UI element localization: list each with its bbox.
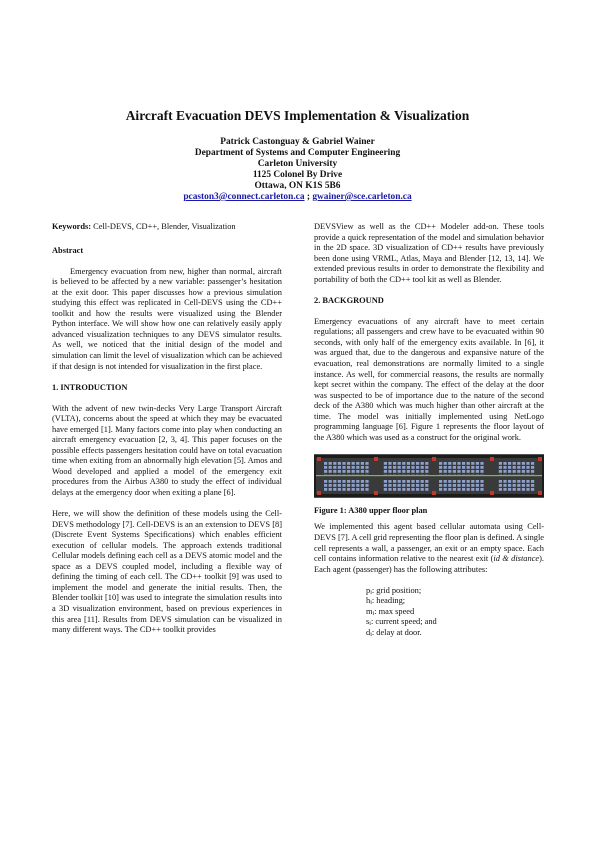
seat [526,488,529,491]
seat [480,466,483,469]
seat [352,466,355,469]
seat [324,462,327,465]
seat [407,470,410,473]
exit-marker [317,457,321,461]
seat [471,470,474,473]
seat [398,466,401,469]
seat [526,480,529,483]
seat [467,470,470,473]
email-separator: ; [304,192,313,202]
seat [393,470,396,473]
attribute-item: $s_i$: current speed; and [366,617,437,628]
exit-marker [538,457,542,461]
seat [448,484,451,487]
seat [338,480,341,483]
seat [324,470,327,473]
seat [517,470,520,473]
seat [508,462,511,465]
seat [531,470,534,473]
seat [329,470,332,473]
seat [480,480,483,483]
seat [388,488,391,491]
seat [471,480,474,483]
seat [462,484,465,487]
seat [457,462,460,465]
seat [402,466,405,469]
seat [453,466,456,469]
seat [333,470,336,473]
intro-paragraph-2: Here, we will show the definition of these models using the Cell-DEVS methodology [7]. Cell-DEVS is an an extension to DEVS [8] (Discrete Event Systems Specifications) which enables efficient execution of cellular models. The approach extends traditional Cellular models defining each cell as a DEVS atomic model and the space as a DEVS coupled model, including a flexible way of defining the timing of each cell. The CD++ toolkit [9] was used to implement the model and generate the initial results. Then, the Blender toolkit [10] was used to integrate the simulation results into a 3D visualization environment, based on previous experiences in this area [11]. Results from DEVS simulation can be visualized in many different ways. The CD++ toolkit provides [52,509,282,635]
attribute-item: $m_i$: max speed [366,606,415,617]
seat [347,466,350,469]
seat [439,462,442,465]
seat [508,488,511,491]
seat [342,466,345,469]
seat [439,466,442,469]
seat [467,480,470,483]
abstract-heading: Abstract [52,245,84,255]
seat [384,462,387,465]
seat [329,462,332,465]
seat [407,462,410,465]
seat [453,488,456,491]
seat [503,466,506,469]
seat [324,466,327,469]
impl-text-a: We implemented this agent based cellular automata using Cell-DEVS [7]. A cell grid representing the floor plan is defined. A single cell represents a wall, a passenger, an exit or an empty space. Each cell contains information relative to the nearest exit ( [314,522,544,564]
seat [342,488,345,491]
seat [508,466,511,469]
seat [513,484,516,487]
seat [421,488,424,491]
seat [356,470,359,473]
seat [471,484,474,487]
seat [329,480,332,483]
seat [476,462,479,465]
seat [453,462,456,465]
seat [508,470,511,473]
seat [499,462,502,465]
author-street: 1125 Colonel By Drive [252,170,343,180]
left-column [52,222,282,646]
keywords-text: Cell-DEVS, CD++, Blender, Visualization [91,222,236,231]
seat [421,480,424,483]
exit-marker [374,457,378,461]
seat [338,470,341,473]
seat [407,466,410,469]
seat [338,462,341,465]
seat [393,462,396,465]
seat [407,488,410,491]
seat [499,466,502,469]
seat [522,470,525,473]
seat [324,480,327,483]
paper-title: Aircraft Evacuation DEVS Implementation & Visualization [125,108,470,123]
seat [402,462,405,465]
impl-text-b: ). Each agent (passenger) has the following attributes: [314,554,544,574]
seat [352,462,355,465]
seat [480,484,483,487]
seat [508,484,511,487]
seat [398,488,401,491]
seat [398,484,401,487]
seat [462,470,465,473]
seat [425,462,428,465]
seat [411,484,414,487]
seat [365,470,368,473]
figure-a380-floor-plan [314,454,544,498]
floor-plan-image [314,455,544,497]
seat [517,488,520,491]
seat [522,466,525,469]
right-paragraph-0: DEVSView as well as the CD++ Modeler add-on. These tools provide a quick representation of the model and simulation behavior in the 2D space. 3D visualization of CD++ results have previously been done using VRML, Atlas, Maya and Blender [12, 13, 14]. We extended previous results in order to demonstrate the flexibility and portability of both the CD++ tool kit as well as Blender. [314,222,544,284]
seat [333,488,336,491]
seat [517,466,520,469]
seat [513,480,516,483]
seat [365,488,368,491]
seat [411,480,414,483]
seat [439,470,442,473]
seat [444,484,447,487]
author-names: Patrick Castonguay & Gabriel Wainer [220,137,375,147]
seat [342,484,345,487]
seat [467,466,470,469]
seat [531,484,534,487]
seat [531,480,534,483]
seat [531,466,534,469]
seat [462,462,465,465]
section-heading-background: 2. BACKGROUND [314,295,384,305]
seat [416,466,419,469]
seat [365,484,368,487]
seat [388,462,391,465]
seat [338,484,341,487]
exit-marker [317,491,321,495]
seat [462,466,465,469]
seat [444,470,447,473]
seat [416,484,419,487]
seat [388,484,391,487]
author-emails [0,192,595,203]
seat [444,466,447,469]
seat [439,480,442,483]
seat [398,480,401,483]
seat [471,462,474,465]
seat [393,484,396,487]
seat [352,470,355,473]
seat [361,462,364,465]
seat [439,484,442,487]
seat [471,488,474,491]
seat [393,466,396,469]
seat [480,488,483,491]
attribute-list [366,586,544,639]
seat [499,488,502,491]
seat [398,462,401,465]
section-heading-introduction: 1. INTRODUCTION [52,382,128,392]
seat [388,470,391,473]
seat [347,480,350,483]
seat [411,488,414,491]
seat [476,466,479,469]
seat [448,462,451,465]
seat [365,480,368,483]
seat [361,480,364,483]
author-block [0,137,595,203]
seat [398,470,401,473]
impl-text-em: id & distance [493,554,540,564]
seat [402,470,405,473]
seat [517,462,520,465]
seat [342,462,345,465]
seat [329,484,332,487]
seat [342,470,345,473]
seat [448,480,451,483]
seat [522,488,525,491]
attribute-item: $h_i$: heading; [366,596,406,607]
exit-marker [374,491,378,495]
seat [517,484,520,487]
aisle-line [316,475,542,476]
email-link-2[interactable]: gwainer@sce.carleton.ca [312,192,412,202]
seat [453,484,456,487]
keywords [52,222,282,233]
keywords-label: Keywords: [52,222,92,231]
seat [526,462,529,465]
right-column [314,222,544,638]
seat [480,470,483,473]
seat [439,488,442,491]
seat [448,488,451,491]
seat [425,470,428,473]
seat [384,466,387,469]
seat [416,480,419,483]
seat [356,480,359,483]
abstract-text: Emergency evacuation from new, higher than normal, aircraft is believed to be affected by a new variable: passenger’s hesitation at the exit door. This paper discusses how a previous simulation studying this effect was replicated in Cell-DEVS using the CD++ toolkit and how the results were visualized using the Blender Python interface. We will show how one can relatively easily apply advanced visualization techniques to any DEVS simulator results. As well, we noticed that the initial design of the model and simulation can limit the level of visualization which can be achieved if that design is not intended for visualization in the first place. [52,266,282,371]
email-link-1[interactable]: pcaston3@connect.carleton.ca [183,192,305,202]
seat [347,488,350,491]
seat [425,466,428,469]
seat [416,470,419,473]
seat [503,488,506,491]
seat [361,470,364,473]
seat [411,462,414,465]
seat [453,480,456,483]
seat [444,488,447,491]
seat [356,484,359,487]
author-department: Department of Systems and Computer Engineering [194,148,401,158]
seat [476,484,479,487]
author-university: Carleton University [257,159,338,169]
seat [503,462,506,465]
seat [361,488,364,491]
seat [402,480,405,483]
seat [499,480,502,483]
seat [365,462,368,465]
exit-marker [538,491,542,495]
seat [467,462,470,465]
seat [457,470,460,473]
seat [342,480,345,483]
seat [508,480,511,483]
author-city: Ottawa, ON K1S 5B6 [254,181,341,191]
seat [347,484,350,487]
seat [457,484,460,487]
seat [407,484,410,487]
seat [522,484,525,487]
seat [476,488,479,491]
seat [526,484,529,487]
seat [526,466,529,469]
seat [448,466,451,469]
seat [499,484,502,487]
seat [425,480,428,483]
seat [329,488,332,491]
intro-paragraph-1: With the advent of new twin-decks Very Large Transport Aircraft (VLTA), concerns about the speed at which they may be evacuated have emerged [1]. Many factors come into play when conducting an aircraft emergency evacuation [2, 3, 4]. This paper focuses on the possible effects passengers hesitation could have on total evacuation time when exiting from an abnormally high elevation [5]. Amos and Wood developed and applied a model of the emergency exit procedures from the Airbus A380 to study the effect of individual delays at the emergency door when exiting a plane [6]. [52,403,282,497]
seat [388,480,391,483]
seat [365,466,368,469]
seat [356,488,359,491]
seat [411,470,414,473]
seat [503,480,506,483]
exit-marker [432,457,436,461]
seat [457,480,460,483]
seat [347,470,350,473]
seat [393,480,396,483]
seat [384,484,387,487]
seat [388,466,391,469]
seat [421,484,424,487]
exit-marker [490,457,494,461]
seat [513,470,516,473]
seat [513,488,516,491]
seat [411,466,414,469]
seat [384,488,387,491]
seat [333,484,336,487]
seat [531,488,534,491]
seat [425,484,428,487]
seat [333,466,336,469]
seat [384,470,387,473]
seat [421,462,424,465]
seat [356,462,359,465]
seat [425,488,428,491]
seat [467,488,470,491]
seat [471,466,474,469]
seat [324,484,327,487]
seat [356,466,359,469]
seat [352,488,355,491]
implementation-paragraph [314,522,544,575]
seat [513,466,516,469]
seat [462,480,465,483]
seat [333,480,336,483]
background-paragraph: Emergency evacuations of any aircraft have to meet certain regulations; all passengers and crew have to be evacuated within 90 seconds, with only half of the emergency exits available. In [6], it was argued that, due to the dangerous and expansive nature of the evacuation, real demonstrations are normally limited to a single instance. As well, for commercial reasons, the results are normally kept secret within the company. The effect of the delay at the door was suspected to be of importance due to the nature of the second deck of the A380 which was much higher than other aircraft at the time. The model was initially implemented using NetLogo programming language [6]. Figure 1 represents the floor layout of the A380 which was used as a construct for the original work. [314,316,544,442]
figure-caption: Figure 1: A380 upper floor plan [314,505,428,515]
seat [416,488,419,491]
seat [462,488,465,491]
seat [526,470,529,473]
seat [476,480,479,483]
exit-marker [490,491,494,495]
seat [499,470,502,473]
seat [453,470,456,473]
seat [352,484,355,487]
seat [480,462,483,465]
seat [324,488,327,491]
seat [503,470,506,473]
seat [416,462,419,465]
seat [347,462,350,465]
seat [467,484,470,487]
seat [384,480,387,483]
seat [393,488,396,491]
seat [457,488,460,491]
exit-marker [432,491,436,495]
seat [402,488,405,491]
seat [333,462,336,465]
seat [531,462,534,465]
attribute-item: $d_i$: delay at door. [366,627,422,638]
attribute-item: $p_i$: grid position; [366,585,422,596]
seat [329,466,332,469]
seat [517,480,520,483]
seat [476,470,479,473]
seat [522,480,525,483]
seat [361,466,364,469]
seat [361,484,364,487]
seat [421,470,424,473]
seat [444,480,447,483]
seat [444,462,447,465]
seat [503,484,506,487]
seat [513,462,516,465]
seat [338,466,341,469]
seat [457,466,460,469]
seat [352,480,355,483]
seat [448,470,451,473]
seat [402,484,405,487]
seat [407,480,410,483]
seat [522,462,525,465]
seat [338,488,341,491]
seat [421,466,424,469]
